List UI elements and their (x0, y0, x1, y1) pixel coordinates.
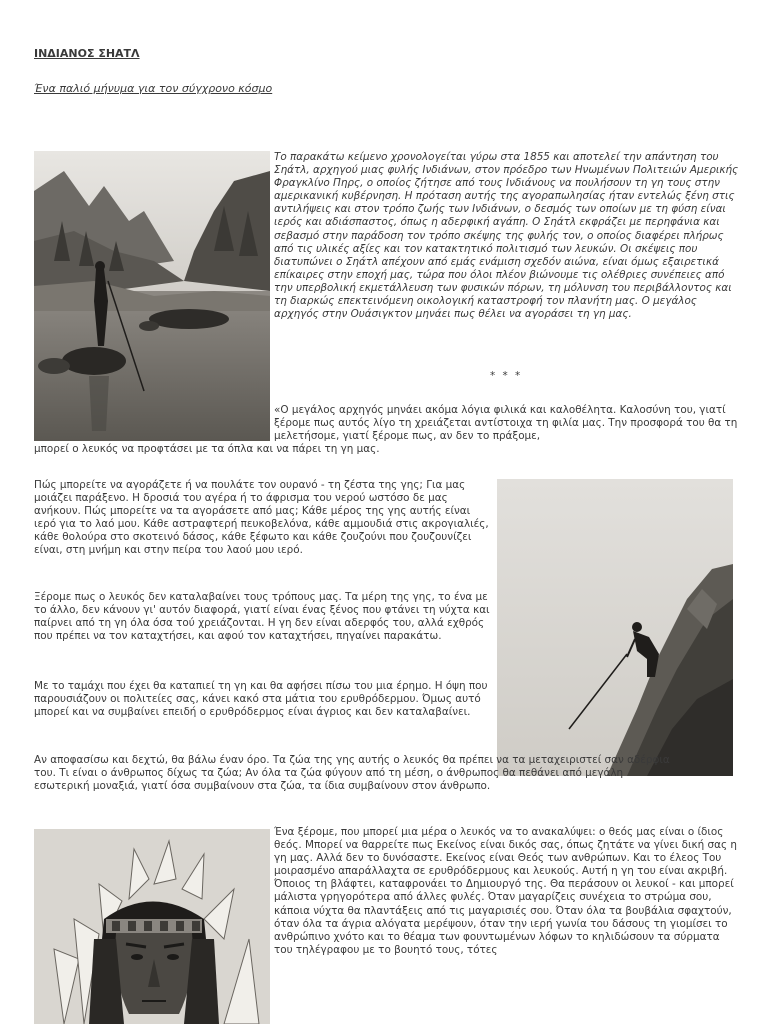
speech-paragraph-2: Πώς μπορείτε να αγοράζετε ή να πουλάτε τον ουρανό - τη ζέστα της γης; Για μας μοιάζει παράξενο. Η δροσιά του αγέρα ή το άφρισμα του νερού ωστόσο δε μας ανήκουν. Πώς μπορείτε να τα αγοράσετε από μας; Κάθε μέρος της γης αυτής είναι ιερό για το λαό μου. Κάθε αστραφτερή πευκοβελόνα, κάθε αμμουδιά στις ακρογιαλιές, κάθε θολούρα στο σκοτεινό δάσος, κάθε ξέφωτο και κάθε ζουζούνι που ζουζουνίζει είναι, στη μνήμη και στην πείρα του λαού μου ιερό. (34, 479, 489, 557)
photo-cliff-climber (497, 479, 733, 776)
speech-paragraph-6: Ένα ξέρομε, που μπορεί μια μέρα ο λευκός να το ανακαλύψει: ο θεός μας είναι ο ίδιος θεός. Μπορεί να θαρρείτε πως Εκείνος είναι δικός σας, όπως ζητάτε να γίνει δική σας η γη μας. Αλλά δεν το δυνόσαστε. Εκείνος είναι Θεός των ανθρώπων. Και το έλεος Του μοιρασμένο απαράλλαχτα σε ερυθρόδερμους και λευκούς. Αυτή η γη του είναι ακριβή. Όποιος τη βλάφτει, καταφρονάει το Δημιουργό της. Θα περάσουν οι λευκοί - και μπορεί μάλιστα γρηγορότερα από άλλες φυλές. Όταν μαγαρίζεις συνέχεια το στρώμα σου, κάποια νύχτα θα πλαντάξεις από τις μαγαρισιές σου. Όταν όλα τα βουβάλια σφαχτούν, όταν όλα τα άγρια αλόγατα μερέψουν, όταν την ιερή γωνία του δάσους τη γιομίσει το ανθρώπινο χνότο και το θέαμα των φουντωμένων λόφων το κηλιδώσουν τα σύρματα του τηλέγραφου με το βουητό τους, τότες (274, 826, 737, 956)
speech-paragraph-1: «Ο μεγάλος αρχηγός μηνάει ακόμα λόγια φιλικά και καλοθέλητα. Καλοσύνη του, γιατί ξέρομε πως αυτός λίγο τη χρειάζεται αντίστοιχα τη φιλία μας. Την προσφορά του θα τη μελετήσομε, γιατί ξέρομε πως, αν δεν το πράξομε, (274, 404, 738, 443)
speech-paragraph-5: Αν αποφασίσω και δεχτώ, θα βάλω έναν όρο. Τα ζώα της γης αυτής ο λευκός θα πρέπει να τα μεταχειριστεί σαν αδέρφια του. Τι είναι ο άνθρωπος δίχως τα ζώα; Αν όλα τα ζώα φύγουν από τη μέση, ο άνθρωπος θα πεθάνει από μεγάλη εσωτερική μοναξιά, γιατί όσα συμβαίνουν στα ζώα, τα ίδια συμβαίνουν στον άνθρωπο. (34, 754, 670, 793)
page-subtitle[interactable]: Ένα παλιό μήνυμα για τον σύγχρονο κόσμο (34, 82, 273, 95)
speech-paragraph-4: Με το ταμάχι που έχει θα καταπιεί τη γη και θα αφήσει πίσω του μια έρημο. Η όψη που παρουσιάζουν οι πολιτείες σας, κάνει κακό στα μάτια του ερυθρόδερμου. Όμως αυτό μπορεί και να συμβαίνει επειδή ο ερυθρόδερμος είναι άγριος και δεν καταλαβαίνει. (34, 680, 488, 719)
intro-paragraph: Το παρακάτω κείμενο χρονολογείται γύρω στα 1855 και αποτελεί την απάντηση του Σηάτλ, αρχηγού μιας φυλής Ινδιάνων, στον πρόεδρο των Ηνωμένων Πολιτειών Αμερικής Φραγκλίνο Πηρς, ο οποίος ζήτησε από τους Ινδιάνους να πουλήσουν τη γη τους στην αμερικανική κυβέρνηση. Η πρόταση αυτής της αγοραπωλησίας ήταν εντελώς ξένη στις αντιλήψεις και στον τρόπο ζωής των Ινδιάνων, ο δεσμός των οποίων με τη φύση είναι ιερός και αδιάσπαστος, όπως η αδερφική αγάπη. Ο Σηάτλ εκφράζει με περηφάνια και σεβασμό στην παράδοση τον τρόπο σκέψης της φυλής τον, ο οποίος διαφέρει πλήρως από τις υλικές αξίες και τον κατακτητικό πολιτισμό των λευκών. Οι σκέψεις που διατυπώνει ο Σηάτλ απέχουν από εμάς ενάμιση σχεδόν αιώνα, είναι όμως εξαιρετικά επίκαιρες στην εποχή μας, τώρα που όλοι πλέον βιώνουμε τις ολέθριες συνέπειες από την υπερβολική εκμετάλλευση των φυσικών πόρων, τη μόλυνση του περιβάλλοντος και τη διαρκώς επεκτεινόμενη οικολογική καταστροφή τον πλανήτη μας. Ο μεγάλος αρχηγός στην Ουάσιγκτον μηνάει πως θέλει να αγοράσει τη γη μας. (274, 151, 739, 321)
photo-chief-portrait (34, 829, 270, 1024)
speech-paragraph-3: Ξέρομε πως ο λευκός δεν καταλαβαίνει τους τρόπους μας. Τα μέρη της γης, το ένα με το άλλο, δεν κάνουν γι' αυτόν διαφορά, γιατί είναι ένας ξένος που φτάνει τη νύχτα και παίρνει από τη γη όλα όσα τού χρειάζονται. Η γη δεν είναι αδερφός του, αλλά εχθρός που πρέπει να τον καταχτήσει, και αφού τον καταχτήσει, πηγαίνει παρακάτω. (34, 591, 490, 643)
section-separator: * * * (490, 370, 523, 382)
speech-paragraph-1-end: μπορεί ο λευκός να προφτάσει με τα όπλα και να πάρει τη γη μας. (34, 443, 380, 455)
page-title: ΙΝΔΙΑΝΟΣ ΣΗΑΤΛ (34, 47, 140, 60)
photo-fisherman-river (34, 151, 270, 441)
